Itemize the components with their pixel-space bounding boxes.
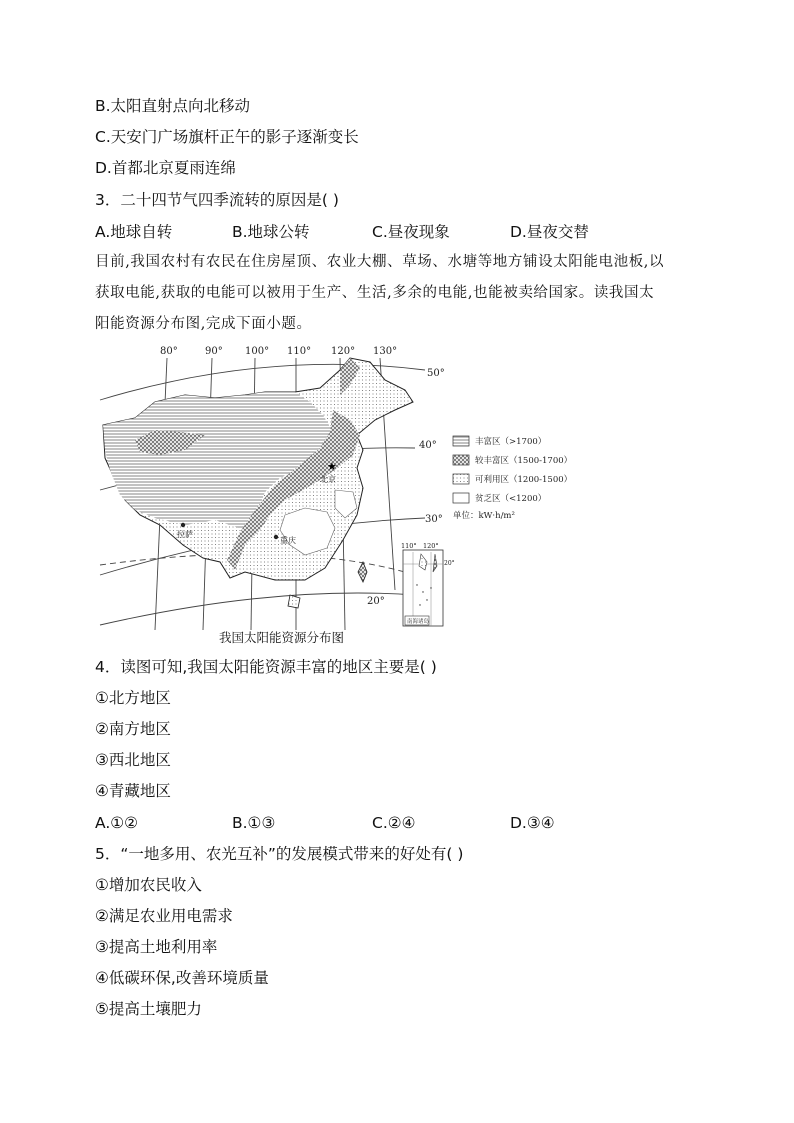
lon-100-label: 100° [245, 346, 270, 357]
longitude-labels [160, 346, 397, 357]
china-land [103, 358, 413, 608]
legend-unit: 单位：kW·h/m² [453, 511, 515, 521]
lat-20-label: 20° [367, 596, 385, 607]
inset-lon-120-label: 120° [423, 542, 439, 550]
lat-50-label: 50° [427, 368, 445, 379]
lon-110-label: 110° [287, 346, 312, 357]
legend-label-usable: 可利用区（1200-1500） [475, 475, 573, 485]
passage-line: 阳能资源分布图,完成下面小题。 [95, 316, 312, 332]
q4-item: ④青藏地区 [95, 782, 171, 800]
q4-option-a: A.①② [95, 814, 139, 832]
lat-40-label: 40° [419, 440, 437, 451]
q4-option-d: D.③④ [510, 814, 555, 832]
option-d-prev: D.首都北京夏雨连绵 [95, 159, 236, 177]
inset-lat-20-label: 20° [444, 560, 455, 567]
map-legend [453, 436, 572, 521]
legend-swatch-poor [453, 493, 469, 503]
legend-swatch-usable [453, 474, 469, 484]
city-label-beijing: 北京 [320, 475, 336, 484]
option-b-prev: B.太阳直射点向北移动 [95, 97, 251, 115]
q3-option-c: C.昼夜现象 [372, 223, 450, 241]
capital-star-icon: ★ [327, 460, 337, 473]
q4-item: ②南方地区 [95, 720, 171, 738]
q3-option-a: A.地球自转 [95, 223, 173, 241]
q4-item: ①北方地区 [95, 689, 171, 707]
q5-item: ①增加农民收入 [95, 876, 202, 894]
legend-label-poor: 贫乏区（<1200） [475, 494, 547, 504]
q4-option-b: B.①③ [232, 814, 276, 832]
q5-item: ②满足农业用电需求 [95, 907, 233, 925]
question-5-stem: 5．“一地多用、农光互补”的发展模式带来的好处有( ) [95, 845, 464, 863]
q5-item: ④低碳环保,改善环境质量 [95, 969, 269, 987]
q5-item: ③提高土地利用率 [95, 938, 218, 956]
lon-80-label: 80° [160, 346, 178, 357]
map-caption: 我国太阳能资源分布图 [219, 630, 345, 645]
q5-item: ⑤提高土壤肥力 [95, 1000, 202, 1018]
solar-resource-map [95, 340, 573, 630]
city-label-lhasa: 拉萨 [177, 530, 193, 539]
inset-lon-110-label: 110° [401, 542, 417, 550]
south-china-sea-inset [401, 542, 455, 626]
legend-swatch-fairly-rich [453, 455, 469, 465]
legend-label-fairly-rich: 较丰富区（1500-1700） [475, 456, 573, 466]
legend-label-rich: 丰富区（>1700） [475, 437, 547, 447]
lon-130-label: 130° [373, 346, 398, 357]
q3-option-b: B.地球公转 [232, 223, 310, 241]
question-4-stem: 4．读图可知,我国太阳能资源丰富的地区主要是( ) [95, 658, 437, 676]
lon-90-label: 90° [205, 346, 223, 357]
q4-item: ③西北地区 [95, 751, 171, 769]
lat-30-label: 30° [425, 514, 443, 525]
q3-option-d: D.昼夜交替 [510, 223, 589, 241]
city-label-chongqing: 重庆 [280, 536, 296, 545]
passage-line: 目前,我国农村有农民在住房屋顶、农业大棚、草场、水塘等地方铺设太阳能电池板,以 [95, 254, 665, 270]
lon-120-label: 120° [331, 346, 356, 357]
reading-passage [95, 247, 705, 340]
question-3-stem: 3．二十四节气四季流转的原因是( ) [95, 191, 339, 209]
inset-label-nanhai: 南海诸岛 [407, 619, 430, 625]
q4-option-c: C.②④ [372, 814, 416, 832]
passage-line: 获取电能,获取的电能可以被用于生产、生活,多余的电能,也能被卖给国家。读我国太 [95, 285, 655, 301]
legend-swatch-rich [453, 436, 469, 446]
option-c-prev: C.天安门广场旗杆正午的影子逐渐变长 [95, 128, 359, 146]
